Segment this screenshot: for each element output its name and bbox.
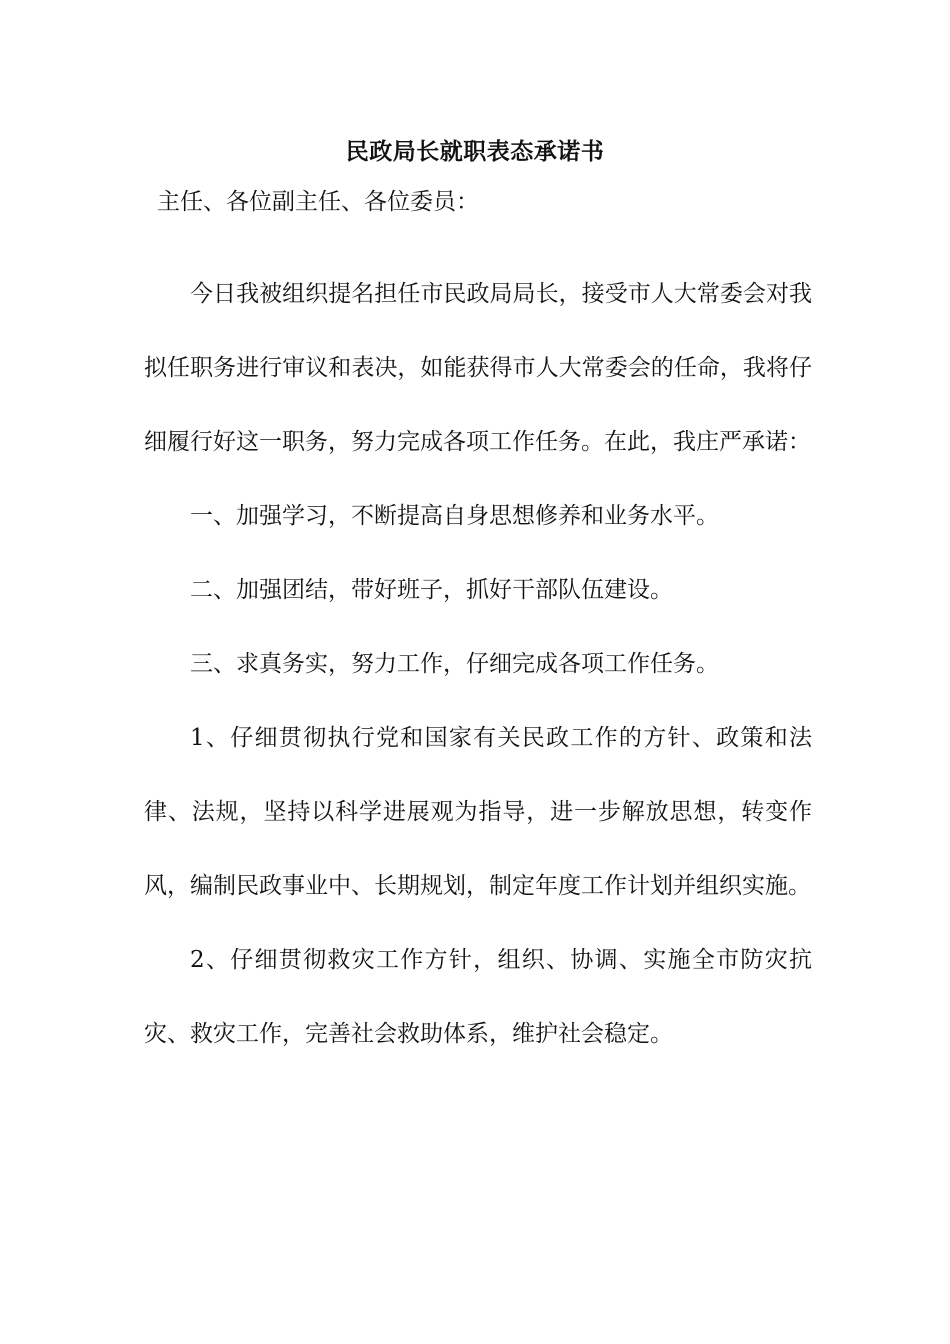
paragraph-item-2: 2、仔细贯彻救灾工作方针，组织、协调、实施全市防灾抗灾、救灾工作，完善社会救助体系，维护社会稳定。 [144, 947, 812, 1047]
document-body [144, 257, 812, 1071]
paragraph-commitment-3: 三、求真务实，努力工作，仔细完成各项工作任务。 [190, 651, 719, 677]
paragraph-intro: 今日我被组织提名担任市民政局局长，接受市人大常委会对我拟任职务进行审议和表决，如能获得市人大常委会的任命，我将仔细履行好这一职务，努力完成各项工作任务。在此，我庄严承诺： [144, 281, 812, 455]
paragraph-item-1: 1、仔细贯彻执行党和国家有关民政工作的方针、政策和法律、法规，坚持以科学进展观为指导，进一步解放思想，转变作风，编制民政事业中、长期规划，制定年度工作计划并组织实施。 [144, 725, 812, 899]
paragraph-commitment-2: 二、加强团结，带好班子，抓好干部队伍建设。 [190, 577, 673, 603]
document-title: 民政局长就职表态承诺书 [345, 138, 605, 165]
salutation: 主任、各位副主任、各位委员： [157, 189, 479, 215]
paragraph-commitment-1: 一、加强学习，不断提高自身思想修养和业务水平。 [190, 503, 719, 529]
